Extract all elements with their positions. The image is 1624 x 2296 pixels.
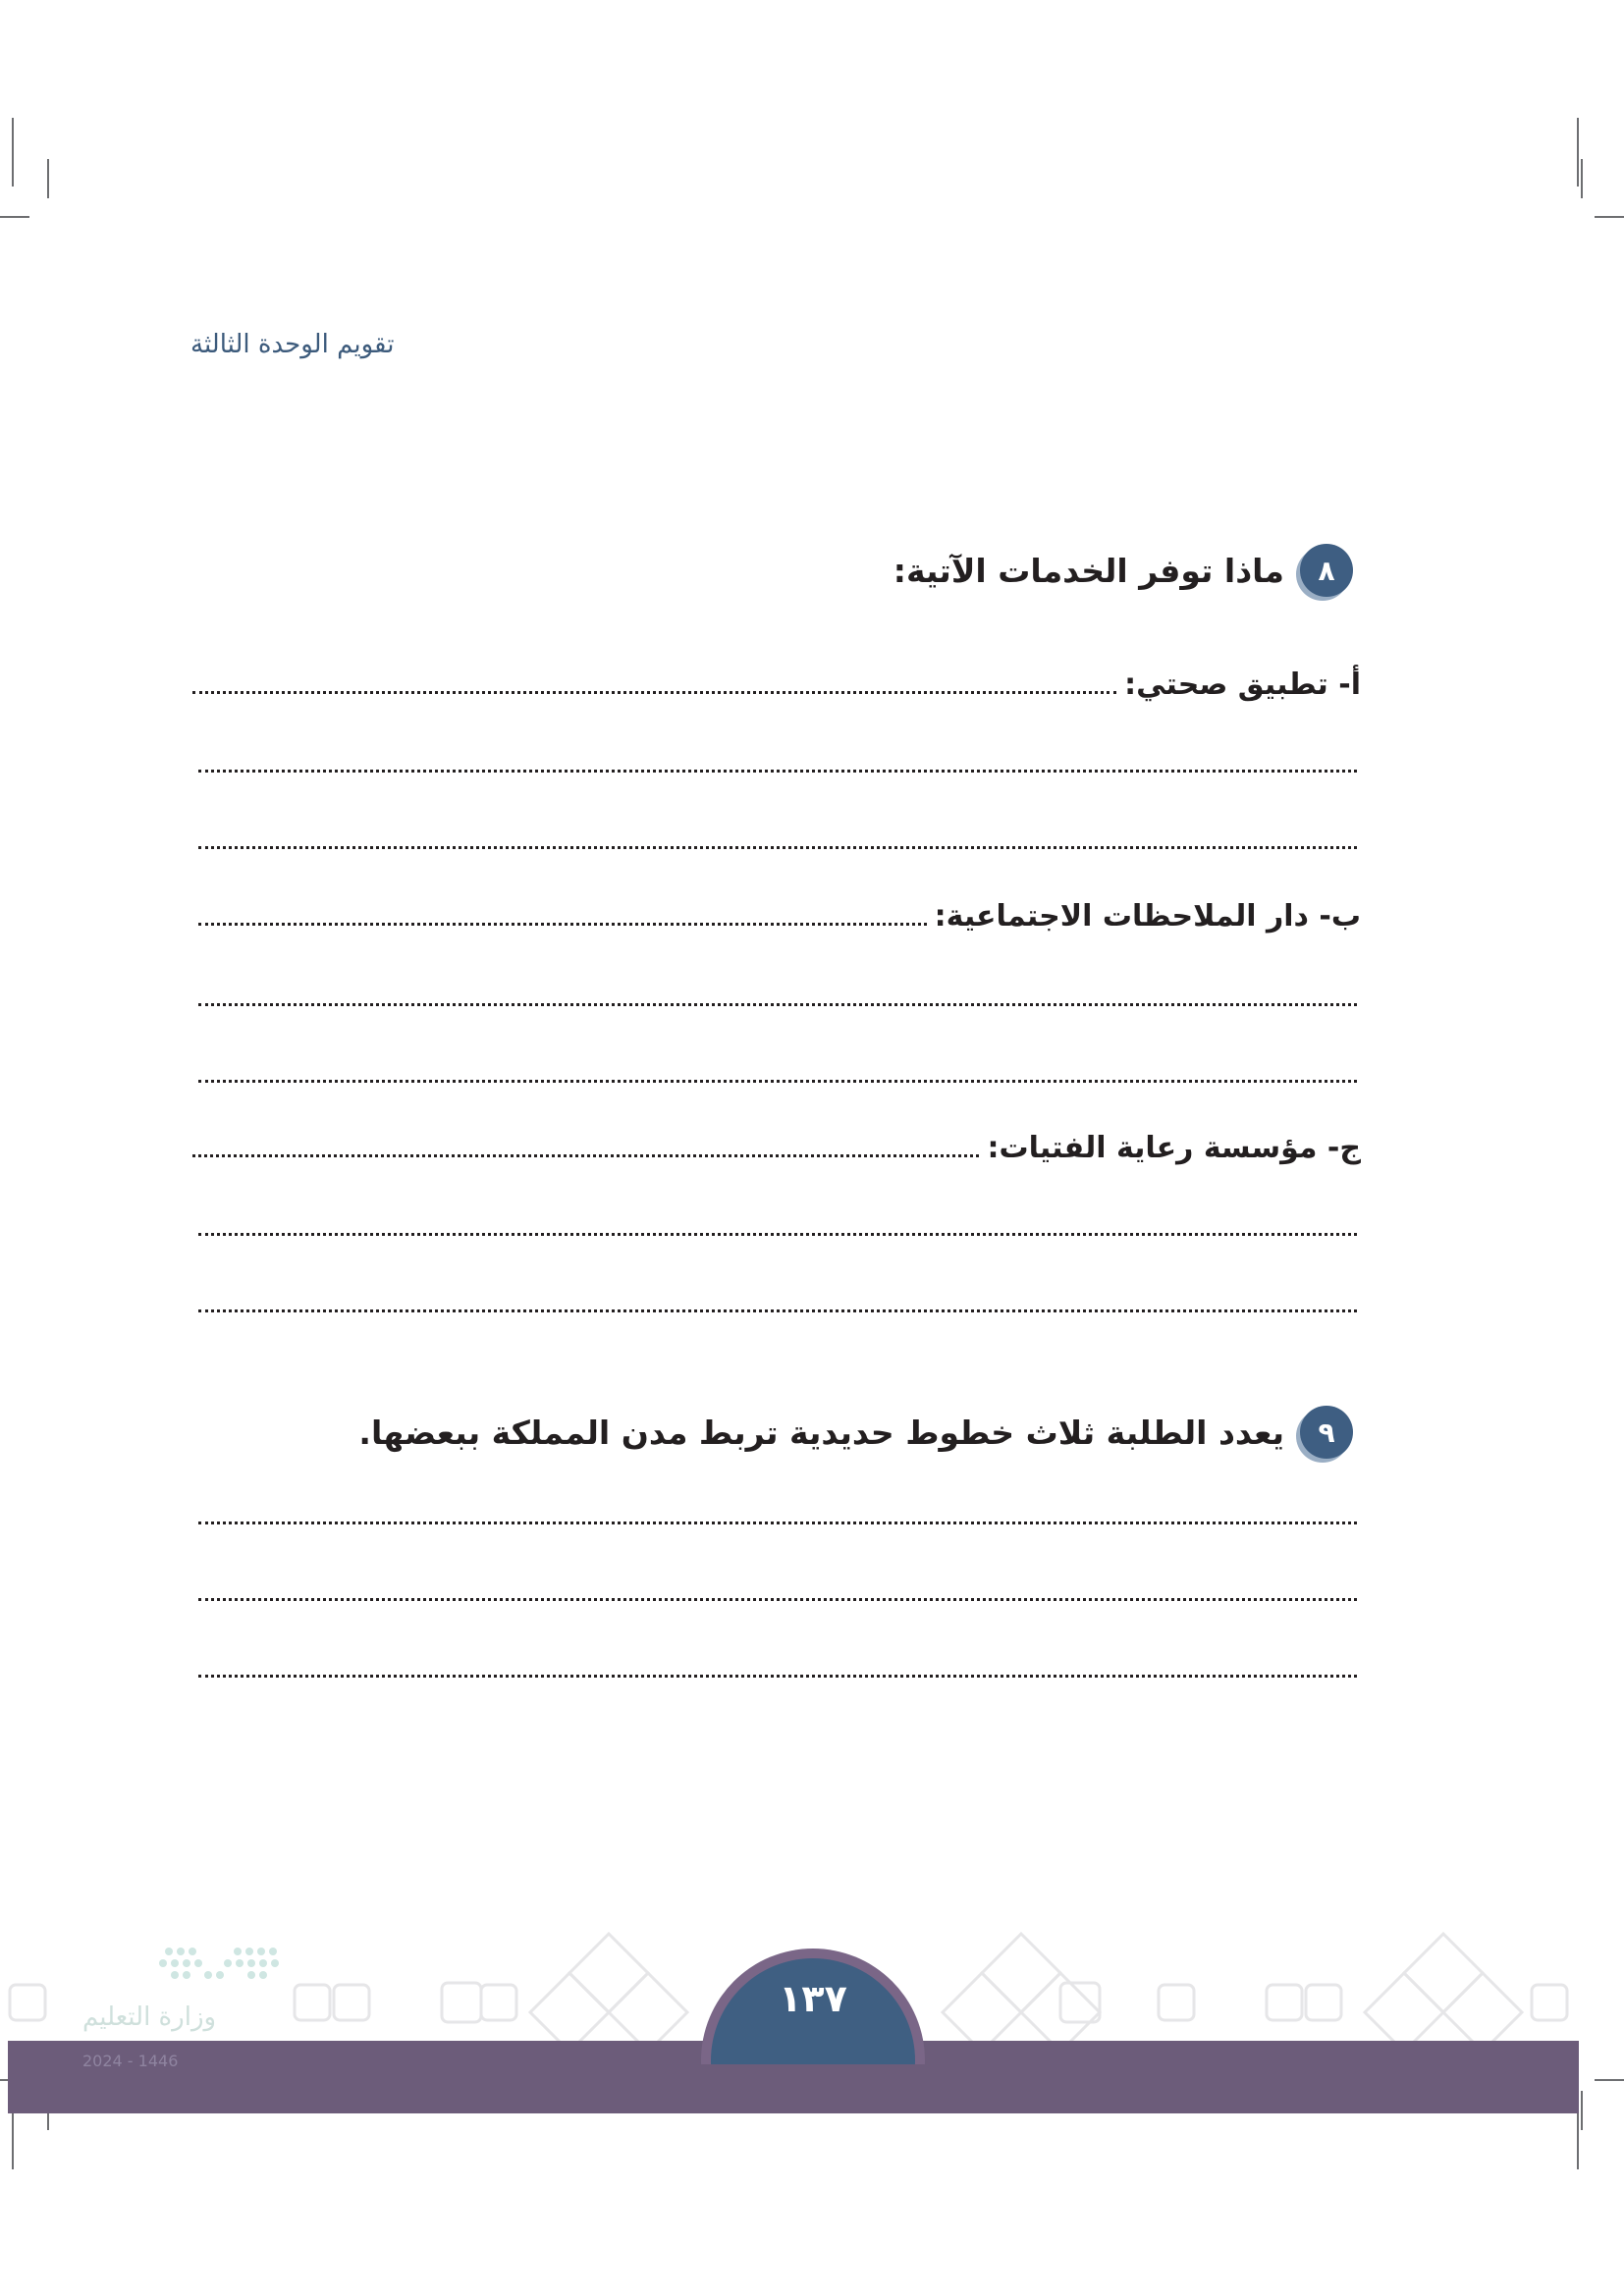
crop-mark [1595, 216, 1624, 218]
answer-line[interactable] [198, 846, 1357, 849]
ministry-logo-icon [81, 1942, 297, 2001]
question-number-badge: ٩ [1300, 1406, 1353, 1459]
answer-line[interactable] [198, 923, 927, 926]
answer-line[interactable] [192, 691, 1116, 694]
answer-line[interactable] [198, 1522, 1357, 1524]
crop-mark [1595, 2079, 1624, 2081]
answer-line[interactable] [198, 1675, 1357, 1678]
page-number: ١٣٧ [779, 1977, 847, 2020]
ministry-year: 2024 - 1446 [82, 2052, 179, 2070]
question-text: يعدد الطلبة ثلاث خطوط حديدية تربط مدن المملكة ببعضها. [358, 1413, 1284, 1452]
question-8 [893, 544, 1353, 597]
crop-mark [1581, 159, 1583, 198]
question-9 [358, 1406, 1353, 1459]
item-label: ب- دار الملاحظات الاجتماعية: [934, 899, 1361, 934]
unit-title: تقويم الوحدة الثالثة [190, 330, 395, 359]
answer-line[interactable] [192, 1154, 979, 1157]
question-text: ماذا توفر الخدمات الآتية: [893, 551, 1284, 590]
answer-item-c [192, 1131, 1361, 1165]
answer-line[interactable] [198, 1003, 1357, 1006]
crop-mark [1581, 2091, 1583, 2130]
ministry-name: وزارة التعليم [82, 2002, 217, 2032]
crop-mark [0, 216, 29, 218]
item-label: أ- تطبيق صحتي: [1124, 667, 1361, 702]
answer-line[interactable] [198, 1309, 1357, 1312]
answer-line[interactable] [198, 770, 1357, 773]
answer-item-b [198, 899, 1361, 934]
crop-mark [1577, 118, 1579, 187]
answer-line[interactable] [198, 1080, 1357, 1083]
answer-line[interactable] [198, 1233, 1357, 1236]
answer-line[interactable] [198, 1598, 1357, 1601]
item-label: ج- مؤسسة رعاية الفتيات: [987, 1131, 1361, 1165]
question-number-badge: ٨ [1300, 544, 1353, 597]
crop-mark [12, 118, 14, 187]
crop-mark [47, 159, 49, 198]
answer-item-a [192, 667, 1361, 702]
